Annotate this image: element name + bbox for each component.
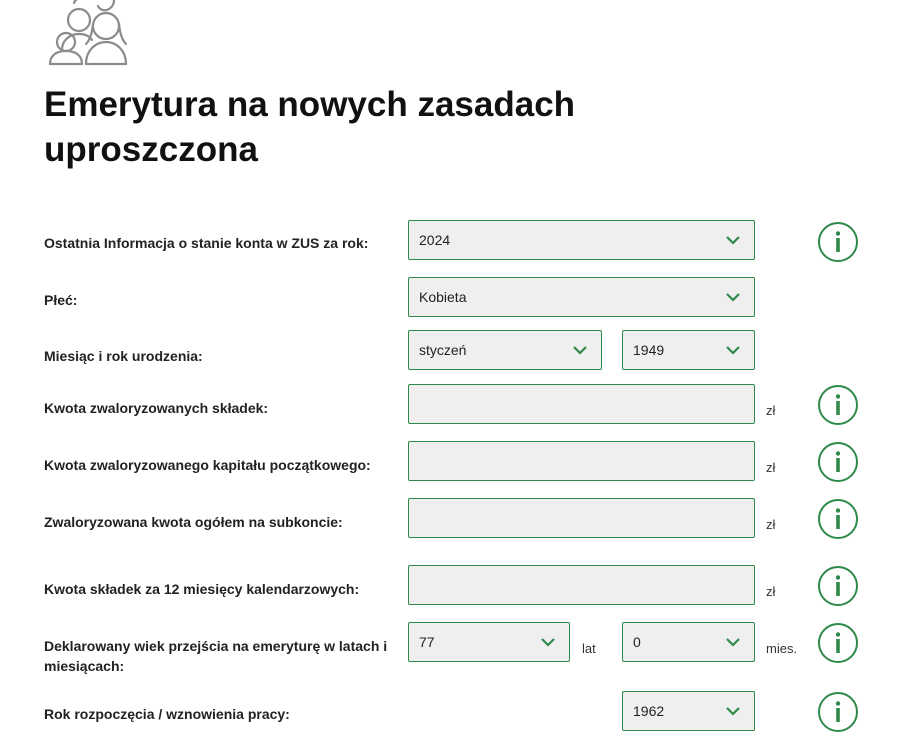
chevron-down-icon [726,235,740,245]
contributions-input[interactable] [408,384,755,424]
info-icon[interactable] [818,222,858,262]
family-icon [44,0,140,70]
report-year-select[interactable] [408,220,755,260]
contrib-12m-unit: zł [766,584,776,599]
chevron-down-icon [726,345,740,355]
report-year-value: 2024 [419,232,451,248]
contrib-12m-input[interactable] [408,565,755,605]
info-icon[interactable] [818,692,858,732]
info-icon[interactable] [818,442,858,482]
info-icon[interactable] [818,385,858,425]
gender-label: Płeć: [44,292,78,308]
birth-year-value: 1949 [633,342,665,358]
page-title [44,82,575,172]
chevron-down-icon [726,292,740,302]
chevron-down-icon [541,637,555,647]
gender-select[interactable] [408,277,755,317]
initial-capital-unit: zł [766,460,776,475]
contributions-label: Kwota zwaloryzowanych składek: [44,400,269,416]
initial-capital-label: Kwota zwaloryzowanego kapitału początkowego: [44,457,371,473]
subaccount-label: Zwaloryzowana kwota ogółem na subkoncie: [44,514,343,530]
work-start-value: 1962 [633,703,665,719]
retirement-months-value: 0 [633,634,641,650]
retirement-age-label [44,636,387,676]
work-start-label: Rok rozpoczęcia / wznowienia pracy: [44,706,290,722]
retirement-years-unit: lat [582,641,596,656]
subaccount-input[interactable] [408,498,755,538]
retirement-months-unit: mies. [766,641,798,656]
work-start-select[interactable] [622,691,755,731]
info-icon[interactable] [818,623,858,663]
initial-capital-input[interactable] [408,441,755,481]
page-title-line2: uproszczona [44,130,258,169]
info-icon[interactable] [818,499,858,539]
page-title-line1: Emerytura na nowych zasadach [44,85,576,124]
retirement-months-select[interactable] [622,622,755,662]
contributions-unit: zł [766,403,776,418]
retirement-age-label-line2: miesiącach: [44,658,125,674]
retirement-age-label-line1: Deklarowany wiek przejścia na emeryturę w latach i [44,638,388,654]
chevron-down-icon [573,345,587,355]
chevron-down-icon [726,637,740,647]
report-year-label: Ostatnia Informacja o stanie konta w ZUS za rok: [44,235,369,251]
subaccount-unit: zł [766,517,776,532]
birth-month-select[interactable] [408,330,602,370]
chevron-down-icon [726,706,740,716]
birth-month-value: styczeń [419,342,467,358]
retirement-years-value: 77 [419,634,435,650]
contrib-12m-label: Kwota składek za 12 miesięcy kalendarzowych: [44,581,360,597]
birth-label: Miesiąc i rok urodzenia: [44,348,203,364]
retirement-years-select[interactable] [408,622,570,662]
info-icon[interactable] [818,566,858,606]
birth-year-select[interactable] [622,330,755,370]
gender-value: Kobieta [419,289,467,305]
